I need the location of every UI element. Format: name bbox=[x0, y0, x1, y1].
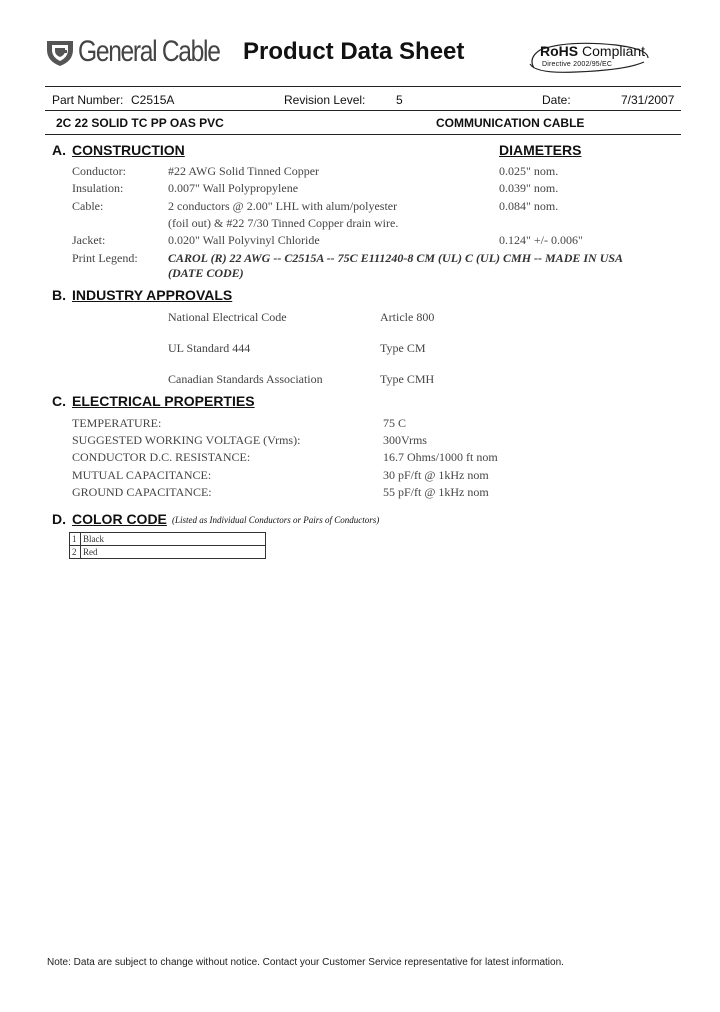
approval-value: Type CM bbox=[380, 341, 426, 355]
diameter-value: 0.025" nom. bbox=[499, 164, 559, 178]
diameter-value: 0.084" nom. bbox=[499, 199, 559, 213]
product-type: COMMUNICATION CABLE bbox=[436, 116, 585, 130]
construction-label: Insulation: bbox=[72, 181, 124, 195]
construction-value: 2 conductors @ 2.00" LHL with alum/polyester bbox=[168, 199, 398, 213]
property-label: CONDUCTOR D.C. RESISTANCE: bbox=[72, 450, 251, 464]
section-c-letter: C. bbox=[52, 393, 66, 409]
approval-value: Type CMH bbox=[380, 372, 435, 386]
rohs-badge bbox=[526, 42, 652, 74]
rohs-directive: Directive 2002/95/EC bbox=[542, 61, 613, 68]
general-cable-logo-icon bbox=[44, 36, 76, 68]
approval-name: Canadian Standards Association bbox=[168, 372, 323, 386]
print-legend-line: (DATE CODE) bbox=[168, 266, 244, 280]
construction-value: (foil out) & #22 7/30 Tinned Copper drain wire. bbox=[168, 216, 399, 230]
page-title: Product Data Sheet bbox=[243, 38, 465, 65]
approval-name: UL Standard 444 bbox=[168, 341, 251, 355]
property-value: 16.7 Ohms/1000 ft nom bbox=[383, 450, 498, 464]
section-d-title: COLOR CODE bbox=[72, 511, 167, 527]
color-name: Red bbox=[81, 546, 266, 559]
construction-value: #22 AWG Solid Tinned Copper bbox=[168, 164, 320, 178]
color-code-note: (Listed as Individual Conductors or Pairs of Conductors) bbox=[172, 515, 380, 525]
footer-note: Note: Data are subject to change without notice. Contact your Customer Service representative for latest information. bbox=[47, 957, 564, 968]
property-label: GROUND CAPACITANCE: bbox=[72, 485, 212, 499]
part-number-label: Part Number: bbox=[52, 93, 124, 107]
approval-value: Article 800 bbox=[380, 310, 435, 324]
color-number: 1 bbox=[70, 533, 81, 546]
property-label: SUGGESTED WORKING VOLTAGE (Vrms): bbox=[72, 433, 301, 447]
construction-value: 0.007" Wall Polypropylene bbox=[168, 181, 299, 195]
header-divider-middle bbox=[45, 110, 681, 111]
construction-label: Cable: bbox=[72, 199, 104, 213]
property-value: 75 C bbox=[383, 416, 407, 430]
print-legend-label: Print Legend: bbox=[72, 251, 138, 265]
section-d-letter: D. bbox=[52, 511, 66, 527]
property-value: 30 pF/ft @ 1kHz nom bbox=[383, 468, 489, 482]
property-label: MUTUAL CAPACITANCE: bbox=[72, 468, 212, 482]
approval-name: National Electrical Code bbox=[168, 310, 287, 324]
rohs-compliant: Compliant bbox=[582, 43, 646, 59]
property-value: 55 pF/ft @ 1kHz nom bbox=[383, 485, 489, 499]
table-row bbox=[70, 533, 266, 546]
section-a-letter: A. bbox=[52, 142, 66, 158]
diameters-title: DIAMETERS bbox=[499, 142, 582, 158]
construction-label: Jacket: bbox=[72, 233, 106, 247]
header-divider-bottom bbox=[45, 134, 681, 135]
date-label: Date: bbox=[542, 93, 571, 107]
color-code-table bbox=[69, 532, 266, 559]
part-number-value: C2515A bbox=[131, 93, 175, 107]
date-value: 7/31/2007 bbox=[621, 93, 675, 107]
property-value: 300Vrms bbox=[383, 433, 427, 447]
diameter-value: 0.124" +/- 0.006" bbox=[499, 233, 583, 247]
revision-value: 5 bbox=[396, 93, 403, 107]
rohs-strong: RoHS bbox=[540, 43, 579, 59]
property-label: TEMPERATURE: bbox=[72, 416, 162, 430]
construction-value: 0.020" Wall Polyvinyl Chloride bbox=[168, 233, 320, 247]
section-a-title: CONSTRUCTION bbox=[72, 142, 185, 158]
table-row bbox=[70, 546, 266, 559]
header-divider-top bbox=[45, 86, 681, 87]
product-name: 2C 22 SOLID TC PP OAS PVC bbox=[56, 116, 224, 130]
print-legend-line: CAROL (R) 22 AWG -- C2515A -- 75C E111240-8 CM (UL) C (UL) CMH -- MADE IN USA bbox=[168, 251, 624, 265]
construction-label: Conductor: bbox=[72, 164, 126, 178]
diameter-value: 0.039" nom. bbox=[499, 181, 559, 195]
color-name: Black bbox=[81, 533, 266, 546]
brand-logo bbox=[44, 34, 251, 70]
brand-name: General Cable bbox=[78, 35, 220, 68]
color-number: 2 bbox=[70, 546, 81, 559]
revision-label: Revision Level: bbox=[284, 93, 366, 107]
section-b-title: INDUSTRY APPROVALS bbox=[72, 287, 233, 303]
section-b-letter: B. bbox=[52, 287, 66, 303]
section-c-title: ELECTRICAL PROPERTIES bbox=[72, 393, 255, 409]
